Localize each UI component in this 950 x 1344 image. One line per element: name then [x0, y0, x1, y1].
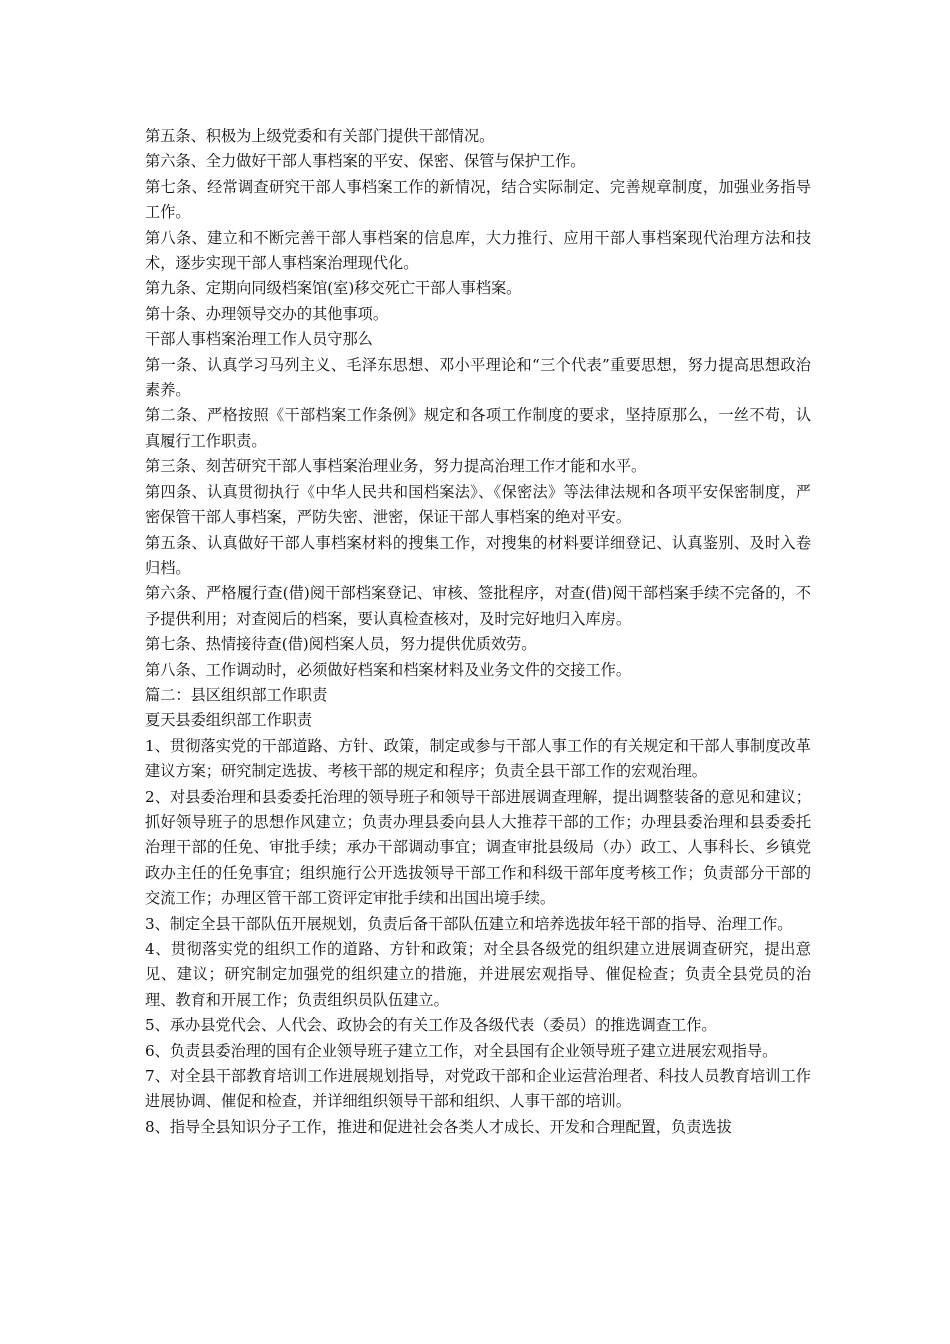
paragraph-duty-1: 1、贯彻落实党的干部道路、方针、政策，制定或参与干部人事工作的有关规定和干部人事制度改革建议方案；研究制定选拔、考核干部的规定和程序；负责全县干部工作的宏观治理。	[145, 736, 811, 781]
document-body	[145, 124, 811, 1140]
paragraph-duty-5: 5、承办县党代会、人代会、政协会的有关工作及各级代表（委员）的推选调查工作。	[145, 1016, 717, 1035]
paragraph-rule-8: 第八条、工作调动时，必须做好档案和档案材料及业务文件的交接工作。	[145, 660, 631, 679]
paragraph-rule-2: 第二条、严格按照《干部档案工作条例》规定和各项工作制度的要求，坚持原那么，一丝不苟，认真履行工作职责。	[145, 406, 811, 450]
paragraph-duty-8: 8、指导全县知识分子工作，推进和促进社会各类人才成长、开发和合理配置，负责选拔	[145, 1117, 732, 1136]
paragraph-article-5: 第五条、积极为上级党委和有关部门提供干部情况。	[145, 127, 495, 145]
paragraph-article-10: 第十条、办理领导交办的其他事项。	[145, 304, 388, 323]
section-heading-county-duties: 夏天县委组织部工作职责	[145, 711, 313, 730]
paragraph-rule-7: 第七条、热情接待查(借)阅档案人员，努力提供优质效劳。	[145, 635, 537, 654]
paragraph-rule-5: 第五条、认真做好干部人事档案材料的搜集工作，对搜集的材料要详细登记、认真鉴别、及时入卷归档。	[145, 533, 811, 577]
paragraph-rule-4: 第四条、认真贯彻执行《中华人民共和国档案法》、《保密法》等法律法规和各项平安保密制度，严密保管干部人事档案，严防失密、泄密，保证干部人事档案的绝对平安。	[145, 482, 811, 527]
paragraph-rule-3: 第三条、刻苦研究干部人事档案治理业务，努力提高治理工作才能和水平。	[145, 457, 647, 476]
paragraph-duty-7: 7、对全县干部教育培训工作进展规划指导，对党政干部和企业运营治理者、科技人员教育培训工作进展协调、催促和检查，并详细组织领导干部和组织、人事干部的培训。	[145, 1067, 811, 1111]
paragraph-article-9: 第九条、定期向同级档案馆(室)移交死亡干部人事档案。	[145, 279, 522, 298]
paragraph-article-6: 第六条、全力做好干部人事档案的平安、保密、保管与保护工作。	[145, 152, 586, 171]
paragraph-rule-1: 第一条、认真学习马列主义、毛泽东思想、邓小平理论和“三个代表”重要思想，努力提高思想政治素养。	[145, 355, 811, 400]
paragraph-duty-3: 3、制定全县干部队伍开展规划，负责后备干部队伍建立和培养选拔年轻干部的指导、治理工作。	[145, 914, 793, 933]
paragraph-article-8: 第八条、建立和不断完善干部人事档案的信息库，大力推行、应用干部人事档案现代治理方法和技术，逐步实现干部人事档案治理现代化。	[145, 228, 811, 273]
section-heading-staff-rules: 干部人事档案治理工作人员守那么	[145, 330, 373, 349]
paragraph-duty-4: 4、贯彻落实党的组织工作的道路、方针和政策；对全县各级党的组织建立进展调查研究，提出意见、建议；研究制定加强党的组织建立的措施，并进展宏观指导、催促检查；负责全县党员的治理、教育和开展工作；负责组织员队伍建立。	[145, 940, 811, 1009]
chapter-heading-part-2: 篇二：县区组织部工作职责	[145, 685, 328, 704]
paragraph-duty-6: 6、负责县委治理的国有企业领导班子建立工作，对全县国有企业领导班子建立进展宏观指导。	[145, 1041, 778, 1060]
paragraph-duty-2: 2、对县委治理和县委委托治理的领导班子和领导干部进展调查理解，提出调整装备的意见和建议；抓好领导班子的思想作风建立；负责办理县委向县人大推荐干部的工作；办理县委治理和县委委托治理干部的任免、审批手续；承办干部调动事宜；调查审批县级局（办）政工、人事科长、乡镇党政办主任的任免事宜；组织施行公开选拔领导干部工作和科级干部年度考核工作；负责部分干部的交流工作；办理区管干部工资评定审批手续和出国出境手续。	[145, 787, 811, 908]
paragraph-article-7: 第七条、经常调查研究干部人事档案工作的新情况，结合实际制定、完善规章制度，加强业务指导工作。	[145, 177, 811, 222]
paragraph-rule-6: 第六条、严格履行查(借)阅干部档案登记、审核、签批程序，对查(借)阅干部档案手续不完备的，不予提供利用；对查阅后的档案，要认真检查核对，及时完好地归入库房。	[145, 584, 811, 628]
